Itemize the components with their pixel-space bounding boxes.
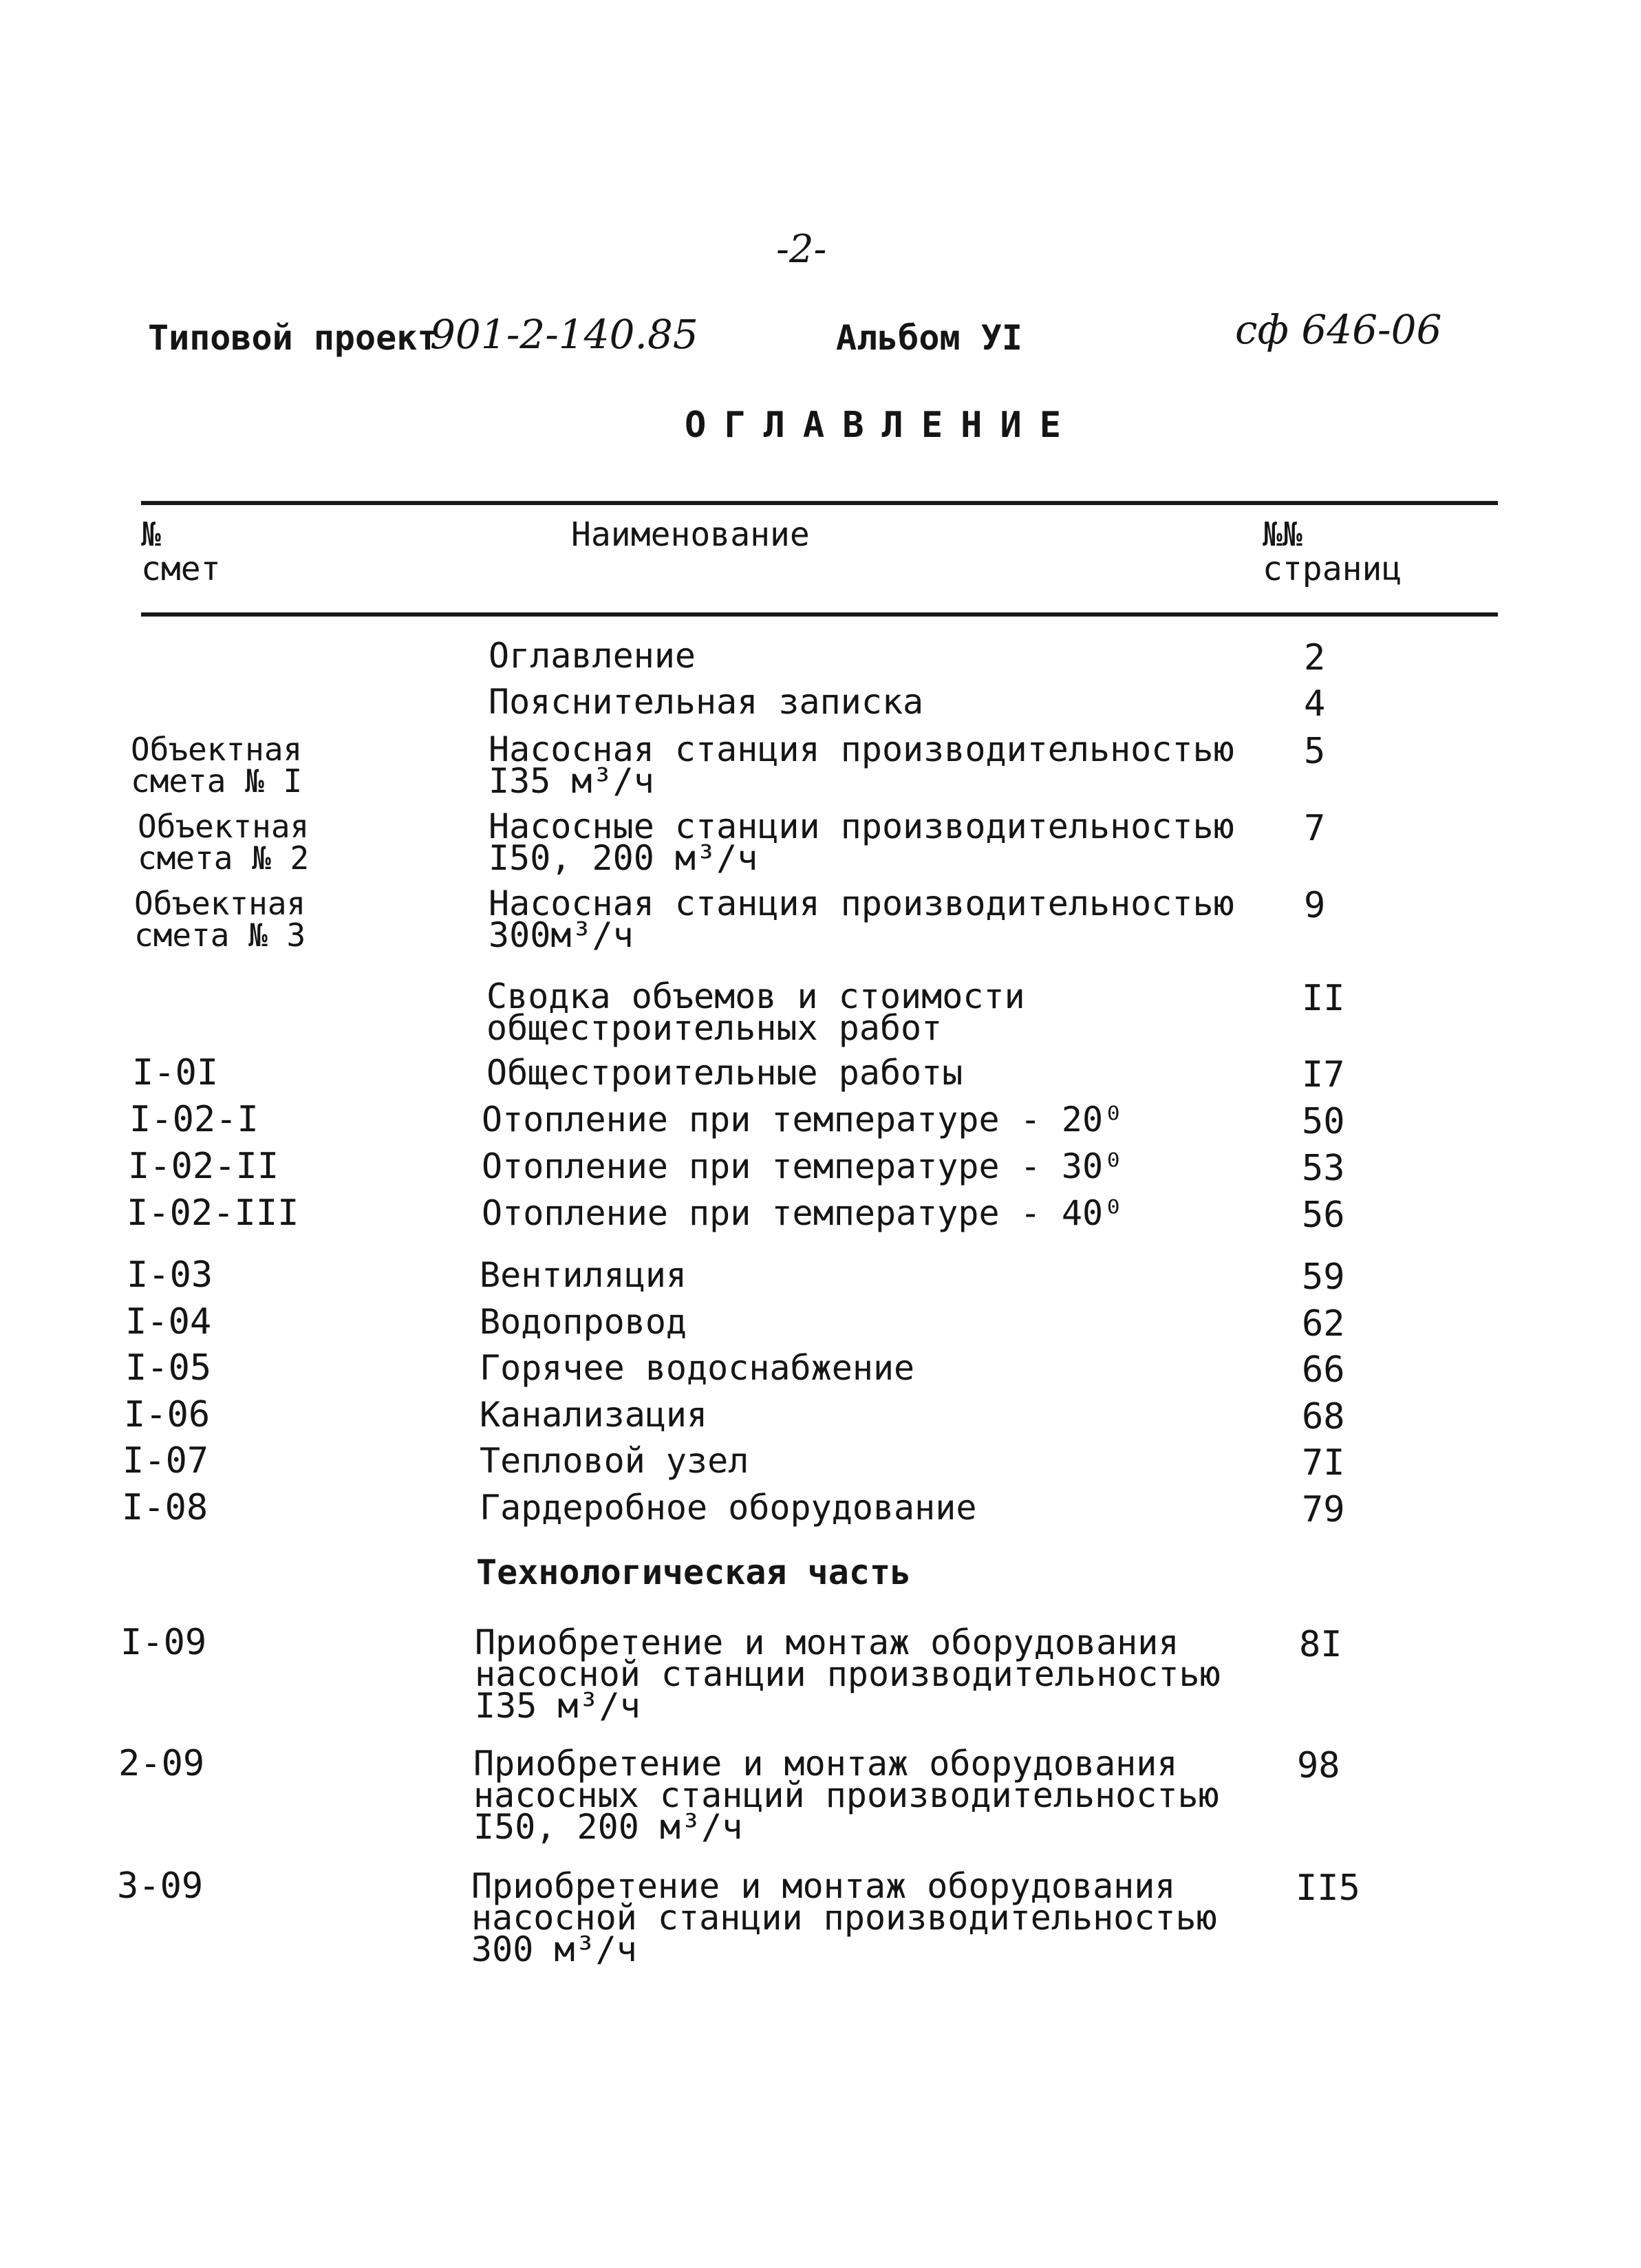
row-code-line: I-02-I <box>129 1099 259 1140</box>
row-page: 2 <box>1304 637 1326 678</box>
row-code-line: I-02-III <box>127 1192 299 1234</box>
row-code-line: 3-09 <box>117 1865 204 1907</box>
row-name-line: насосных станций производительностью <box>473 1775 1219 1815</box>
row-code-line: Объектная <box>134 885 306 922</box>
col-header-page: №№ страниц <box>1263 515 1402 588</box>
row-page: 53 <box>1302 1148 1345 1189</box>
row-name-line: Канализация <box>480 1395 708 1435</box>
row-page: 79 <box>1302 1489 1345 1530</box>
row-name <box>486 976 1025 1048</box>
row-page: 7I <box>1302 1442 1345 1484</box>
row-code <box>120 1622 207 1663</box>
row-name <box>482 1146 1124 1186</box>
document-title: ОГЛАВЛЕНИЕ <box>685 405 1080 446</box>
row-name-line: Технологическая часть <box>476 1552 912 1592</box>
row-code-line: Объектная <box>138 808 310 845</box>
row-code <box>138 808 310 877</box>
row-code-line: I-07 <box>122 1440 209 1481</box>
row-page: 4 <box>1304 683 1326 725</box>
row-name-line: Гардеробное оборудование <box>480 1488 977 1528</box>
row-name <box>489 729 1234 801</box>
row-code <box>125 1347 212 1389</box>
row-name <box>480 1302 687 1342</box>
row-page: II <box>1302 978 1345 1019</box>
row-name-line: Водопровод <box>480 1302 687 1342</box>
row-name <box>471 1866 1217 1969</box>
row-code <box>118 1743 205 1784</box>
row-code-line: смета № I <box>131 762 303 800</box>
archive-stamp: сф 646-06 <box>1235 306 1442 353</box>
row-code <box>122 1487 208 1528</box>
row-name <box>480 1488 977 1528</box>
row-code-line: I-02-II <box>128 1146 279 1187</box>
row-page: 9 <box>1304 885 1326 926</box>
row-name-line: Приобретение и монтаж оборудования <box>471 1866 1176 1906</box>
col-header-name: Наименование <box>571 515 810 554</box>
row-code <box>127 1192 299 1234</box>
album-label: Альбом УI <box>836 318 1022 358</box>
row-code-line: I-04 <box>125 1301 212 1342</box>
row-name <box>486 1053 963 1093</box>
table-top-rule <box>141 501 1498 505</box>
row-code-line: I-03 <box>127 1254 213 1296</box>
row-page: I7 <box>1302 1054 1345 1095</box>
row-name-line: I50, 200 м³/ч <box>489 838 758 878</box>
row-name <box>482 1193 1124 1233</box>
row-name-line: Приобретение и монтаж оборудования <box>473 1744 1178 1784</box>
row-name <box>480 1348 915 1388</box>
row-page: 56 <box>1302 1195 1345 1236</box>
row-code <box>124 1394 211 1435</box>
row-name-line: Отопление при температуре - 40⁰ <box>482 1193 1124 1233</box>
row-name-line: 300м³/ч <box>489 915 634 955</box>
row-name <box>480 1255 687 1295</box>
row-code-line: I-06 <box>124 1394 211 1435</box>
col-header-code: № смет <box>141 515 221 588</box>
row-code <box>134 885 306 954</box>
row-name-line: Отопление при температуре - 20⁰ <box>482 1100 1124 1140</box>
row-page: 59 <box>1302 1256 1345 1298</box>
row-code-line: 2-09 <box>118 1743 205 1784</box>
row-code-line: I-0I <box>132 1052 219 1093</box>
row-name-line: общестроительных работ <box>486 1008 943 1048</box>
row-code-line: смета № 3 <box>134 917 306 954</box>
row-name-line: I35 м³/ч <box>489 761 654 801</box>
row-name <box>475 1623 1221 1726</box>
row-code-line: I-09 <box>120 1622 207 1663</box>
row-name-line: Насосные станции производительностью <box>489 806 1234 846</box>
row-code <box>132 1052 219 1093</box>
row-code <box>122 1440 209 1481</box>
row-name-line: Тепловой узел <box>480 1441 749 1481</box>
row-page: 5 <box>1304 731 1326 772</box>
row-page: 98 <box>1297 1745 1340 1786</box>
row-name-line: Сводка объемов и стоимости <box>486 976 1025 1016</box>
row-name <box>489 884 1234 955</box>
row-name-line: 300 м³/ч <box>471 1929 637 1969</box>
row-code-line: I-05 <box>125 1347 212 1389</box>
row-name-line: Приобретение и монтаж оборудования <box>475 1623 1179 1662</box>
row-name-line: Отопление при температуре - 30⁰ <box>482 1146 1124 1186</box>
row-name <box>489 806 1234 878</box>
row-code <box>117 1865 204 1907</box>
row-name <box>482 1100 1124 1140</box>
page-number: -2- <box>776 227 827 272</box>
row-page: 62 <box>1302 1303 1345 1345</box>
row-name <box>489 636 696 676</box>
row-code <box>127 1254 213 1296</box>
row-code-line: смета № 2 <box>138 839 310 877</box>
row-name-line: Оглавление <box>489 636 696 676</box>
row-page: 7 <box>1304 808 1326 849</box>
row-page: II5 <box>1296 1868 1360 1909</box>
row-code <box>125 1301 212 1342</box>
row-name-line: I35 м³/ч <box>475 1686 641 1726</box>
row-name <box>473 1744 1219 1847</box>
row-name-line: насосной станции производительностью <box>475 1654 1221 1694</box>
row-page: 8I <box>1299 1624 1342 1665</box>
row-page: 68 <box>1302 1396 1345 1437</box>
row-name-line: Насосная станция производительностью <box>489 729 1234 769</box>
row-name <box>480 1395 708 1435</box>
row-name-line: Горячее водоснабжение <box>480 1348 915 1388</box>
row-name-line: насосной станции производительностью <box>471 1898 1217 1938</box>
row-code <box>128 1146 279 1187</box>
row-page: 66 <box>1302 1349 1345 1391</box>
row-name <box>489 682 924 722</box>
row-name-line: I50, 200 м³/ч <box>473 1807 743 1847</box>
project-label: Типовой проект <box>148 318 438 358</box>
row-name <box>480 1441 749 1481</box>
row-code-line: Объектная <box>131 731 303 768</box>
row-name-line: Пояснительная записка <box>489 682 924 722</box>
project-number: 901-2-140.85 <box>430 311 698 358</box>
row-name-line: Общестроительные работы <box>486 1053 963 1093</box>
row-code <box>129 1099 259 1140</box>
row-name-line: Вентиляция <box>480 1255 687 1295</box>
row-code <box>131 731 303 800</box>
row-page: 50 <box>1302 1101 1345 1142</box>
row-name-line: Насосная станция производительностью <box>489 884 1234 923</box>
table-header-rule <box>141 612 1498 617</box>
row-code-line: I-08 <box>122 1487 208 1528</box>
row-name <box>476 1552 912 1592</box>
